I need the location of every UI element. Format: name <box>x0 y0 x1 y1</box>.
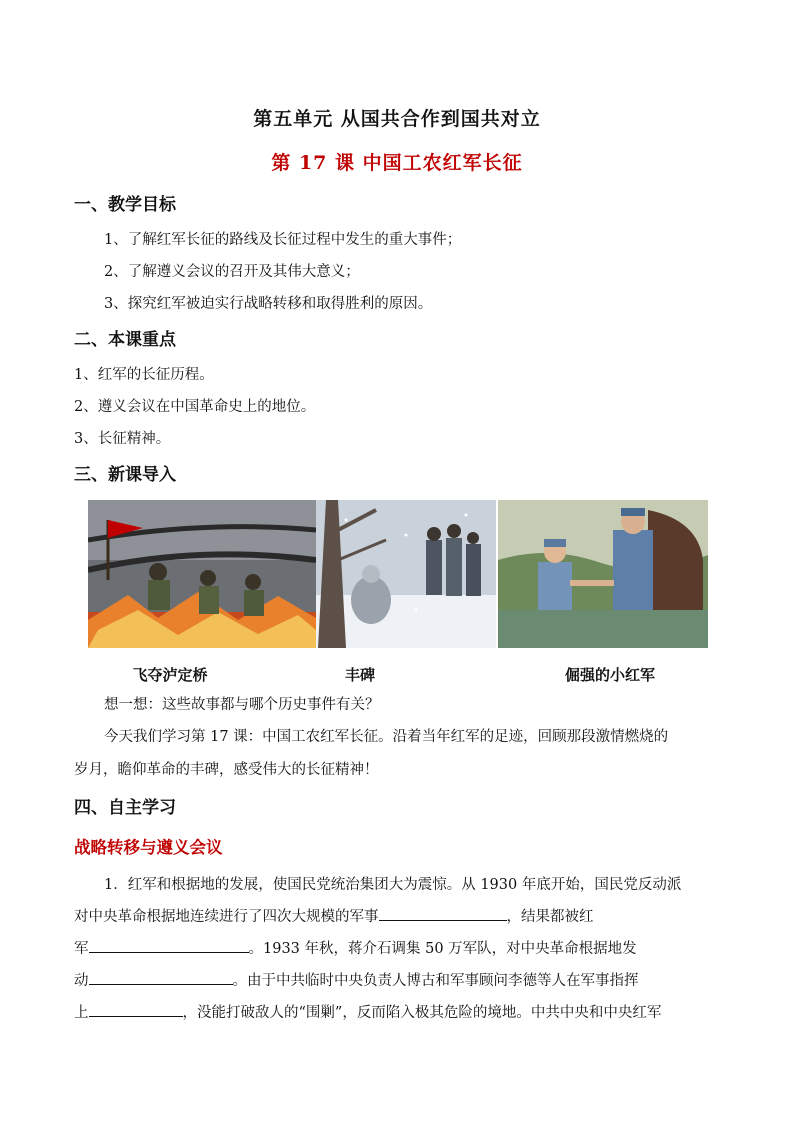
paragraph-line <box>74 998 722 1029</box>
intro-paragraph-line: 岁月，瞻仰革命的丰碑，感受伟大的长征精神！ <box>74 762 379 778</box>
subheading-strategic-shift: 战略转移与遵义会议 <box>74 838 223 857</box>
objective-item: 1、了解红军长征的路线及长征过程中发生的重大事件； <box>104 232 462 248</box>
illustration-strip <box>88 500 708 648</box>
paragraph-line <box>74 934 722 965</box>
fill-in-blank[interactable] <box>89 937 249 953</box>
section-heading-objectives: 一、教学目标 <box>74 195 176 215</box>
think-question: 想一想：这些故事都与哪个历史事件有关？ <box>104 697 380 713</box>
unit-title: 第五单元 从国共合作到国共对立 <box>253 108 541 130</box>
fill-in-blank[interactable] <box>89 1001 183 1017</box>
paragraph-text: 上 <box>74 1005 89 1021</box>
paragraph-line <box>74 902 722 933</box>
key-point-item: 3、长征精神。 <box>74 431 171 447</box>
paragraph-line <box>74 966 722 997</box>
paragraph-text: ，没能打破敌人的“围剿”，反而陷入极其危险的境地。中共中央和中央红军 <box>182 1005 662 1021</box>
paragraph-text: ，结果都被红 <box>506 909 594 925</box>
paragraph-text: 1．红军和根据地的发展，使国民党统治集团大为震惊。从 1930 年底开始，国民党反动派 <box>104 877 682 893</box>
caption-monument: 丰碑 <box>344 666 375 684</box>
illustration-monument <box>316 500 496 648</box>
caption-luding-bridge: 飞夺泸定桥 <box>132 666 208 684</box>
paragraph-text: 对中央革命根据地连续进行了四次大规模的军事 <box>74 909 379 925</box>
fill-in-blank[interactable] <box>89 969 233 985</box>
objective-item: 2、了解遵义会议的召开及其伟大意义； <box>104 264 360 280</box>
paragraph-text: 。1933 年秋，蒋介石调集 50 万军队，对中央革命根据地发 <box>248 941 637 957</box>
paragraph-text: 军 <box>74 941 89 957</box>
illustration-little-red-army <box>498 500 708 648</box>
paragraph-line <box>104 870 752 901</box>
section-heading-intro: 三、新课导入 <box>74 465 176 485</box>
objective-item: 3、探究红军被迫实行战略转移和取得胜利的原因。 <box>104 296 433 312</box>
fill-in-blank[interactable] <box>379 905 507 921</box>
paragraph-text: 。由于中共临时中央负责人博古和军事顾问李德等人在军事指挥 <box>232 973 639 989</box>
key-point-item: 1、红军的长征历程。 <box>74 367 214 383</box>
section-heading-self-study: 四、自主学习 <box>74 798 176 818</box>
lesson-title: 第 17 课 中国工农红军长征 <box>271 152 523 174</box>
paragraph-text: 动 <box>74 973 89 989</box>
section-heading-key-points: 二、本课重点 <box>74 330 176 350</box>
caption-little-red-army: 倔强的小红军 <box>564 666 655 684</box>
key-point-item: 2、遵义会议在中国革命史上的地位。 <box>74 399 316 415</box>
intro-paragraph-line: 今天我们学习第 17 课：中国工农红军长征。沿着当年红军的足迹，回顾那段激情燃烧的 <box>104 729 669 745</box>
illustration-luding-bridge <box>88 500 316 648</box>
